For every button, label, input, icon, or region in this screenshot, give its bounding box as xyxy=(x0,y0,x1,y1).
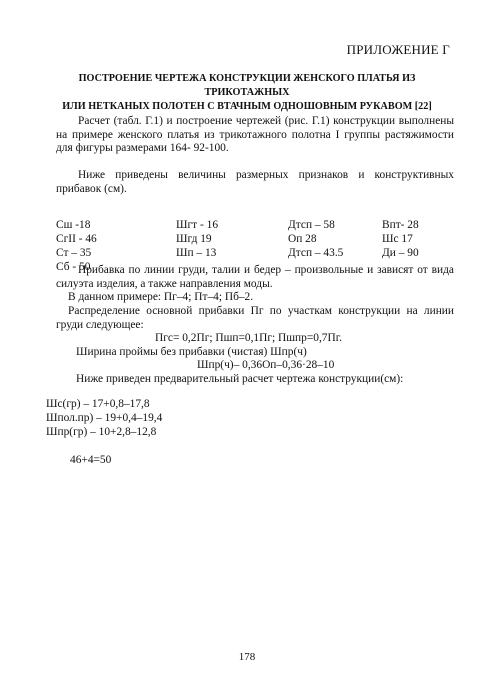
measure-cell: Ст – 35 xyxy=(56,247,92,259)
measure-cell: Шгт - 16 xyxy=(176,219,219,231)
distribution-formula: Пгс= 0,2Пг; Пшп=0,1Пг; Пшпр=0,7Пг. xyxy=(155,332,342,344)
armhole-formula: Шпр(ч)– 0,36Оп–0,36·28–10 xyxy=(197,359,335,371)
example-line: В данном примере: Пг–4; Пт–4; Пб–2. xyxy=(68,291,254,303)
document-title xyxy=(40,72,454,114)
measure-cell: Дтсп – 58 xyxy=(288,219,335,231)
measures-row xyxy=(56,233,454,247)
measures-row xyxy=(56,219,454,233)
precalc-intro: Ниже приведен предварительный расчет чертежа конструкции(см): xyxy=(76,373,404,385)
measure-cell: СгII - 46 xyxy=(56,233,97,245)
sum-line: 46+4=50 xyxy=(70,454,112,466)
calc-line: Шпр(гр) – 10+2,8–12,8 xyxy=(46,426,157,438)
allowance-paragraph: Прибавка по линии груди, талии и бедер – произвольные и зависят от вида силуэта изделия, а также направления моды. xyxy=(56,264,454,290)
measures-intro-paragraph: Ниже приведены величины размерных признаков и конструктивных прибавок (см). xyxy=(56,169,454,195)
measure-cell: Сш -18 xyxy=(56,219,91,231)
measure-cell: Впт- 28 xyxy=(382,219,419,231)
armhole-width-label: Ширина проймы без прибавки (чистая) Шпр(ч) xyxy=(76,346,307,358)
measure-cell: Ди – 90 xyxy=(382,247,419,259)
calc-line: Шпол.пр) – 19+0,4–19,4 xyxy=(46,412,163,424)
measure-cell: Шгд 19 xyxy=(176,233,212,245)
appendix-heading: ПРИЛОЖЕНИЕ Г xyxy=(346,42,450,57)
measure-cell: Шп – 13 xyxy=(176,247,217,259)
measure-cell: Сб - 50 xyxy=(56,261,91,273)
title-line-1: ПОСТРОЕНИЕ ЧЕРТЕЖА КОНСТРУКЦИИ ЖЕНСКОГО ПЛАТЬЯ ИЗ ТРИКОТАЖНЫХ xyxy=(78,73,416,98)
measures-row xyxy=(56,247,454,261)
page-number: 178 xyxy=(238,651,256,663)
measure-cell: Оп 28 xyxy=(288,233,317,245)
calc-line: Шс(гр) – 17+0,8–17,8 xyxy=(46,398,150,410)
intro-paragraph: Расчет (табл. Г.1) и построение чертежей (рис. Г.1) конструкции выполнены на примере женского платья из трикотажного полотна I группы растяжимости для фигуры размерами 164- 92-100. xyxy=(56,115,454,154)
distribution-paragraph: Распределение основной прибавки Пг по участкам конструкции на линии груди следующее: xyxy=(56,305,454,331)
measure-cell: Шс 17 xyxy=(382,233,413,245)
measure-cell: Дтсп – 43.5 xyxy=(288,247,344,259)
title-line-2: ИЛИ НЕТКАНЫХ ПОЛОТЕН С ВТАЧНЫМ ОДНОШОВНЫМ РУКАВОМ [22] xyxy=(62,101,432,112)
